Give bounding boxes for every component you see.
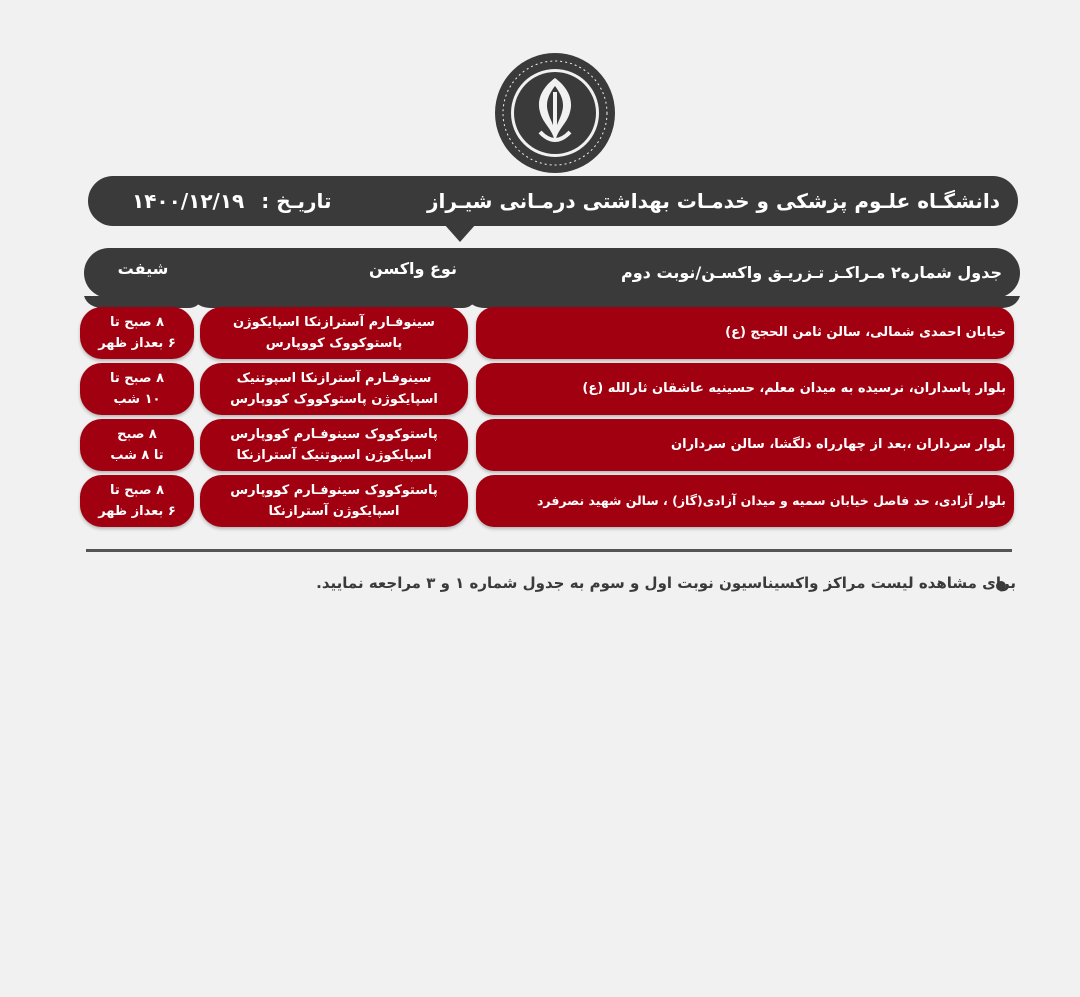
- date: [132, 176, 332, 226]
- shift-cell: ۸ صبح تا ۶ بعداز ظهر: [80, 307, 194, 359]
- table-row: [0, 475, 1080, 527]
- location-cell: خیابان احمدی شمالی، سالن ثامن الحجج (ع): [476, 307, 1014, 359]
- vaccine-cell: سینوفـارم آسترازنکا اسپوتنیک اسپایکوژن پاستوکووک کووپارس: [200, 363, 468, 415]
- location-cell: بلوار سرداران ،بعد از چهارراه دلگشا، سالن سرداران: [476, 419, 1014, 471]
- location-cell: بلوار آزادی، حد فاصل خیابان سمیه و میدان آزادی(گاز) ، سالن شهید نصرفرد: [476, 475, 1014, 527]
- header-notch: [444, 224, 476, 242]
- table-row: [0, 419, 1080, 471]
- date-value: ۱۴۰۰/۱۲/۱۹: [132, 189, 245, 213]
- location-cell: بلوار پاسداران، نرسیده به میدان معلم، حسینیه عاشقان ثارالله (ع): [476, 363, 1014, 415]
- table-row: [0, 363, 1080, 415]
- shift-cell: ۸ صبح تا ۱۰ شب: [80, 363, 194, 415]
- footnote: برای مشاهده لیست مراکز واکسیناسیون نوبت اول و سوم به جدول شماره ۱ و ۳ مراجعه نمایید.: [316, 574, 1016, 592]
- shift-cell: ۸ صبح تا ۸ شب: [80, 419, 194, 471]
- table-header: [84, 248, 1020, 298]
- vaccine-cell: پاستوکووک سینوفـارم کووپارس اسپایکوژن اسپوتنیک آسترازنکا: [200, 419, 468, 471]
- date-label: تاریـخ :: [261, 189, 332, 213]
- column-shift: شیفت: [117, 259, 169, 278]
- table-title: جدول شماره۲ مـراکـز تـزریـق واکسـن/نوبت دوم: [620, 263, 1002, 282]
- university-seal-icon: [494, 52, 616, 174]
- vaccine-cell: پاستوکووک سینوفـارم کووپارس اسپایکوژن آسترازنکا: [200, 475, 468, 527]
- header-bar: [88, 176, 1018, 226]
- vaccine-cell: سینوفـارم آسترازنکا اسپایکوژن پاستوکووک کووپارس: [200, 307, 468, 359]
- table-row: [0, 307, 1080, 359]
- shift-cell: ۸ صبح تا ۶ بعداز ظهر: [80, 475, 194, 527]
- university-title: دانشگـاه علـوم پزشکی و خدمـات بهداشتی درمـانی شیـراز: [427, 189, 1000, 213]
- divider: [86, 549, 1012, 552]
- column-vaccine-type: نوع واکسن: [369, 259, 457, 278]
